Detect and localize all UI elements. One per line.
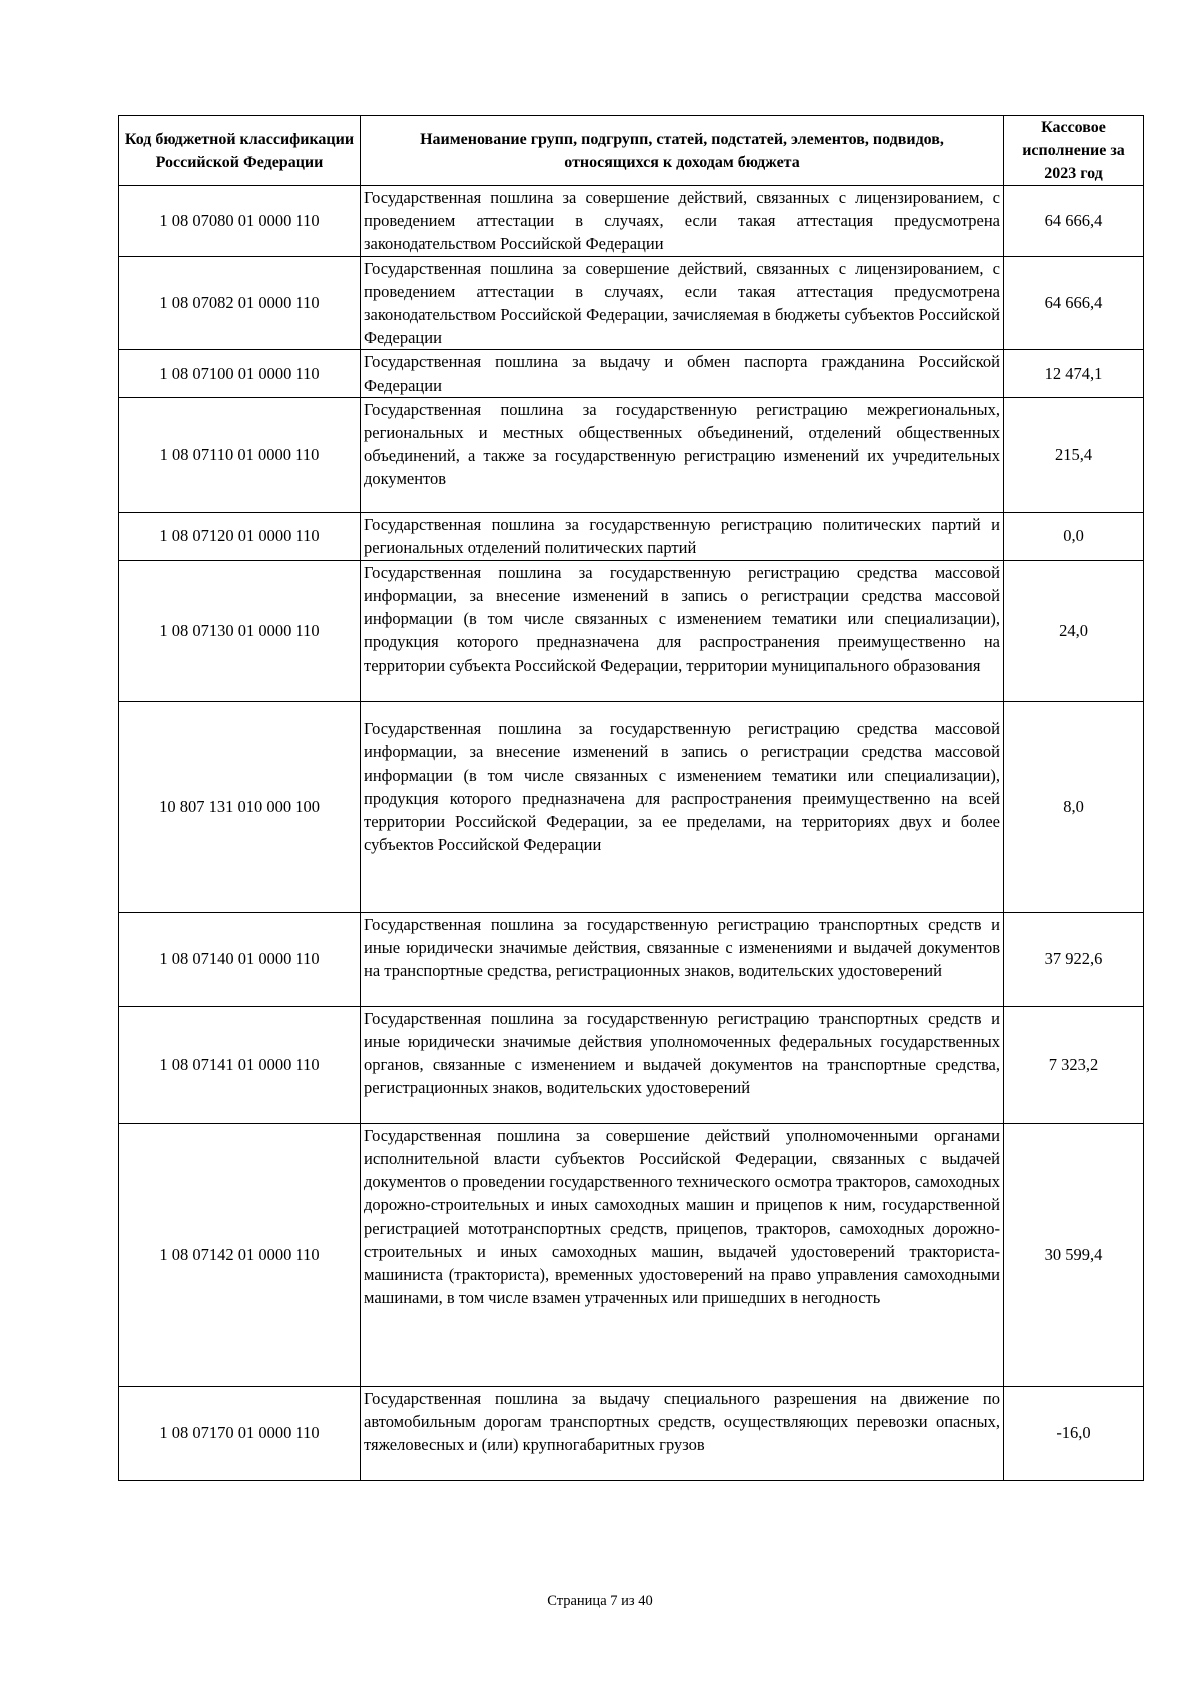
row-amount: 215,4	[1004, 397, 1144, 512]
row-amount: 64 666,4	[1004, 186, 1144, 257]
row-name: Государственная пошлина за государственную регистрацию транспортных средств и иные юридически значимые действия уполномоченных федеральных государственных органов, связанные с изменением и выдачей документов на транспортные средства, регистрационных знаков, водительских удостоверений	[361, 1006, 1004, 1123]
table-row	[119, 350, 1144, 397]
row-code: 1 08 07140 01 0000 110	[119, 912, 361, 1006]
table-row	[119, 397, 1144, 512]
table-row	[119, 1006, 1144, 1123]
table-row	[119, 1123, 1144, 1386]
header-name: Наименование групп, подгрупп, статей, подстатей, элементов, подвидов, относящихся к доходам бюджета	[361, 116, 1004, 186]
row-code: 1 08 07110 01 0000 110	[119, 397, 361, 512]
row-code: 1 08 07141 01 0000 110	[119, 1006, 361, 1123]
header-amount: Кассовое исполнение за 2023 год	[1004, 116, 1144, 186]
row-amount: 0,0	[1004, 512, 1144, 560]
row-code: 1 08 07120 01 0000 110	[119, 512, 361, 560]
table-row	[119, 186, 1144, 257]
row-name: Государственная пошлина за выдачу и обмен паспорта гражданина Российской Федерации	[361, 350, 1004, 397]
table-row	[119, 512, 1144, 560]
row-code: 1 08 07100 01 0000 110	[119, 350, 361, 397]
row-code: 1 08 07130 01 0000 110	[119, 560, 361, 701]
table-row	[119, 560, 1144, 701]
row-amount: -16,0	[1004, 1386, 1144, 1480]
table-header-row	[119, 116, 1144, 186]
row-amount: 7 323,2	[1004, 1006, 1144, 1123]
table-row	[119, 912, 1144, 1006]
row-name: Государственная пошлина за государственную регистрацию средства массовой информации, за внесение изменений в запись о регистрации средства массовой информации (в том числе связанных с изменением тематики или специализации), продукция которого предназначена для распространения преимущественно на территории субъекта Российской Федерации, территории муниципального образования	[361, 560, 1004, 701]
row-code: 10 807 131 010 000 100	[119, 701, 361, 912]
row-amount: 24,0	[1004, 560, 1144, 701]
row-code: 1 08 07142 01 0000 110	[119, 1123, 361, 1386]
row-code: 1 08 07082 01 0000 110	[119, 256, 361, 350]
row-name: Государственная пошлина за выдачу специального разрешения на движение по автомобильным дорогам транспортных средств, осуществляющих перевозки опасных, тяжеловесных и (или) крупногабаритных грузов	[361, 1386, 1004, 1480]
row-code: 1 08 07080 01 0000 110	[119, 186, 361, 257]
row-name: Государственная пошлина за государственную регистрацию средства массовой информации, за внесение изменений в запись о регистрации средства массовой информации (в том числе связанных с изменением тематики или специализации), продукция которого предназначена для распространения преимущественно на всей территории Российской Федерации, за ее пределами, на территориях двух и более субъектов Российской Федерации	[361, 701, 1004, 912]
table-row	[119, 1386, 1144, 1480]
page-number: Страница 7 из 40	[547, 1593, 653, 1609]
row-code: 1 08 07170 01 0000 110	[119, 1386, 361, 1480]
row-amount: 12 474,1	[1004, 350, 1144, 397]
header-code: Код бюджетной классификации Российской Федерации	[119, 116, 361, 186]
row-amount: 64 666,4	[1004, 256, 1144, 350]
row-name: Государственная пошлина за государственную регистрацию межрегиональных, региональных и местных общественных объединений, отделений общественных объединений, а также за государственную регистрацию изменений их учредительных документов	[361, 397, 1004, 512]
row-name: Государственная пошлина за государственную регистрацию политических партий и региональных отделений политических партий	[361, 512, 1004, 560]
row-name: Государственная пошлина за совершение действий уполномоченными органами исполнительной власти субъектов Российской Федерации, связанных с выдачей документов о проведении государственного технического осмотра тракторов, самоходных дорожно-строительных и иных самоходных машин и прицепов к ним, государственной регистрацией мототранспортных средств, прицепов, тракторов, самоходных дорожно-строительных и иных самоходных машин, выдачей удостоверений тракториста-машиниста (тракториста), временных удостоверений на право управления самоходными машинами, в том числе взамен утраченных или пришедших в негодность	[361, 1123, 1004, 1386]
row-amount: 8,0	[1004, 701, 1144, 912]
row-name: Государственная пошлина за совершение действий, связанных с лицензированием, с проведением аттестации в случаях, если такая аттестация предусмотрена законодательством Российской Федерации	[361, 186, 1004, 257]
revenue-table	[118, 115, 1144, 1481]
row-amount: 37 922,6	[1004, 912, 1144, 1006]
row-amount: 30 599,4	[1004, 1123, 1144, 1386]
table-row	[119, 256, 1144, 350]
row-name: Государственная пошлина за совершение действий, связанных с лицензированием, с проведением аттестации в случаях, если такая аттестация предусмотрена законодательством Российской Федерации, зачисляемая в бюджеты субъектов Российской Федерации	[361, 256, 1004, 350]
table-row	[119, 701, 1144, 912]
row-name: Государственная пошлина за государственную регистрацию транспортных средств и иные юридически значимые действия, связанные с изменениями и выдачей документов на транспортные средства, регистрационных знаков, водительских удостоверений	[361, 912, 1004, 1006]
